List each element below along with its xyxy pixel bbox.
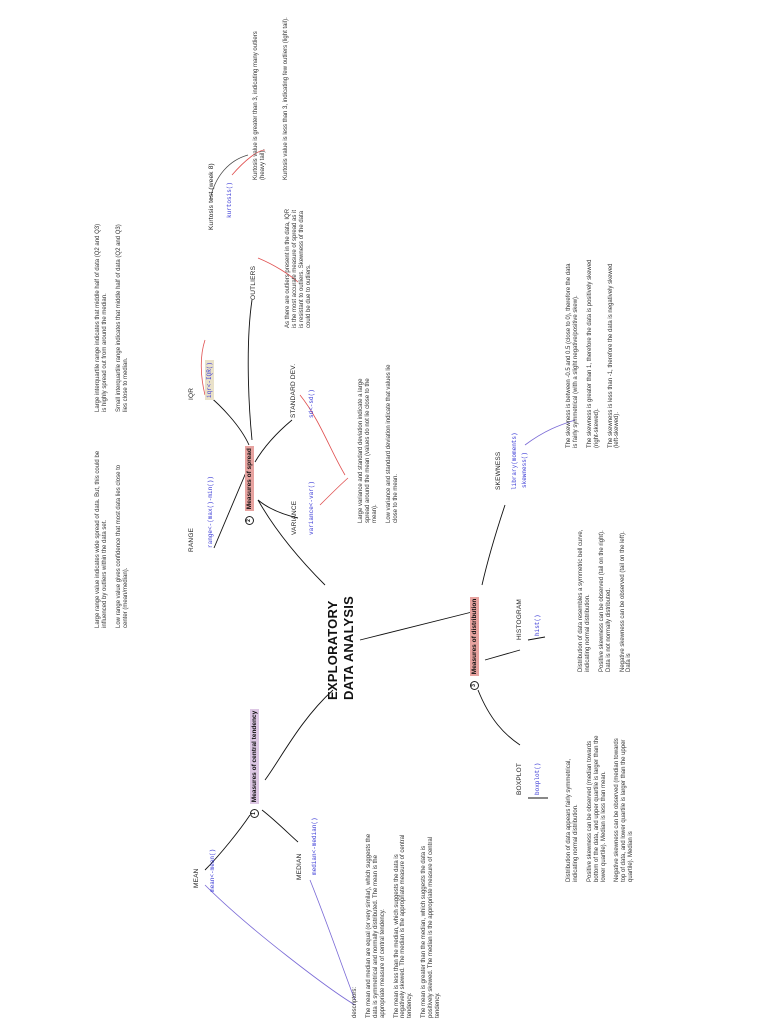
histogram-p3: Negative skewness can be observed (tail on the left). Data is: [619, 531, 633, 672]
iqr-note1: Large interquartile range indicates that middle half of data (Q2 and Q3) is highly spread out from around the median.: [95, 223, 108, 412]
var-sd-note2: Low variance and standard deviation indicate that values lie close to the mean.: [385, 364, 399, 523]
boxplot-label: BOXPLOT: [516, 762, 523, 795]
boxplot-p1: Distribution of data appears fairly symmetrical, indicating normal distribution.: [566, 758, 579, 882]
var-sd-notes: [358, 363, 406, 523]
histogram-p1: Distribution of data resembles a symmetric bell curve, indicating normal distribution.: [578, 529, 591, 672]
kurtosis-test-label: Kurtosis test (week 8): [208, 163, 215, 230]
link-mean-descriptors: [205, 885, 355, 1005]
range-code: range<-(max()-min()): [207, 475, 214, 548]
histogram-p2: Positive skewness can be observed (tail on the right). Data is not normally distributed.: [598, 530, 612, 672]
iqr-notes: [95, 222, 137, 412]
mean-label: MEAN: [193, 868, 200, 888]
sd-label: STANDARD DEV.: [290, 363, 297, 418]
kurtosis-high-note: [253, 18, 274, 180]
boxplot-notes: [566, 732, 642, 882]
histogram-notes: [578, 520, 640, 672]
histogram-label: HISTOGRAM: [516, 598, 523, 640]
link-dist-boxplot: [478, 690, 520, 745]
skewness-p3: The skewness is less than -1, therefore the data is negatively skewed (left-skewed).: [607, 263, 621, 448]
boxplot-p2: Positive skewness can be observed (median towards bottom of the data, and upper quartile is larger than the lower quartile). Median is less than mean.: [586, 735, 607, 882]
boxplot-code: boxplot(): [534, 762, 541, 795]
outliers-label: OUTLIERS: [250, 265, 257, 300]
boxplot-p3: Negative skewness can be observed (median towards top of data, and lower quartile is larger than the upper quartile). Median is: [614, 738, 635, 882]
kurtosis-low-text: Kurtosis value is less than 3, indicating few outliers (light tail).: [283, 17, 289, 180]
sd-code: sd<-sd(): [308, 389, 315, 418]
kurtosis-high-text: Kurtosis value is greater than 3, indicating many outliers (heavy tail).: [253, 31, 266, 180]
section-number-3: 3: [470, 681, 479, 690]
outliers-note-text: As there are outliers present in the data, IQR is the most accurate measure of spread as it is resistant to outliers. Skewness of the data could be due to outliers.: [285, 208, 312, 328]
link-spread-range: [214, 470, 247, 548]
skewness-p2: The skewness is greater than 1, therefore the data is positively skewed (right-skewed).: [586, 259, 600, 448]
descriptors-p3: The mean is greater than the median, which suggests the data is positively skewed. The median is the appropriate measure of central tendency.: [421, 837, 442, 1018]
descriptors-p2: The mean is less than the median, which suggests the data is negatively skewed. The median is the appropriate measure of central tendency.: [393, 834, 414, 1018]
skewness-label: SKEWNESS: [495, 451, 502, 490]
central-tendency-text: Measures of central tendency: [251, 710, 259, 803]
descriptors-heading: descriptors:: [352, 986, 358, 1018]
spread-text: Measures of spread: [246, 448, 254, 510]
kurtosis-code: kurtosis(): [226, 181, 233, 218]
main-title-line1: EXPLORATORY: [325, 600, 340, 700]
iqr-code-text: iqr<-IQR(): [206, 361, 213, 398]
skewness-notes: [566, 258, 628, 448]
variance-label: VARIANCE: [291, 500, 298, 535]
spread-label: [245, 446, 254, 525]
mean-code: mean<-mean(): [209, 848, 216, 892]
link-spread-iqr: [208, 395, 249, 445]
var-sd-note1: Large variance and standard deviation indicate a large spread around the mean (values do not lie close to the mean).: [358, 378, 378, 523]
main-title: [325, 596, 356, 700]
descriptors-block: [352, 830, 449, 1018]
descriptors-p1: The mean and median are equal (or very similar), which suggests the data is symmetrical and normally distributed. The mean is the appropriate measure of central tendency.: [365, 833, 386, 1018]
link-spread-outliers: [248, 300, 252, 440]
skewness-p1: The skewness is between -0.5 and 0.5 (close to 0), therefore the data is fairly symmetrical (with a slight negative/positive skew).: [566, 263, 579, 448]
section-number-1: 1: [250, 809, 259, 818]
distribution-text: Measures of distribution: [471, 598, 479, 675]
skewness-code2: skewness(): [521, 451, 528, 488]
main-title-line2: DATA ANALYSIS: [340, 596, 356, 700]
median-code: median<-median(): [311, 817, 318, 875]
link-sd-note: [300, 395, 345, 475]
iqr-note2: Small interquartile range indicates that middle half of data (Q2 and Q3) lies close to median.: [115, 224, 129, 412]
link-central-median: [262, 810, 298, 842]
link-title-central: [265, 690, 333, 780]
iqr-code: [207, 360, 214, 400]
range-note2: Low range value gives confidence that most data lies close to center (mean/median).: [115, 464, 129, 628]
link-median-descriptors: [310, 880, 355, 1000]
range-note1: Large range value indicates wide spread of data. But, this could be influenced by outliers within the data set.: [95, 450, 108, 628]
link-variance-note: [320, 478, 348, 505]
link-dist-histogram: [485, 650, 520, 660]
range-notes: [95, 448, 137, 628]
distribution-label: [470, 597, 479, 690]
outliers-note: [285, 208, 320, 328]
iqr-label: IQR: [188, 387, 195, 400]
section-number-2: 2: [245, 516, 254, 525]
range-label: RANGE: [188, 527, 195, 552]
variance-code: variance<-var(): [308, 480, 315, 535]
central-tendency-label: [250, 709, 259, 818]
link-title-distribution: [360, 612, 472, 640]
kurtosis-low-note: [283, 15, 297, 180]
skewness-code1: library(moments): [511, 432, 518, 490]
link-dist-skewness: [482, 505, 505, 585]
link-spread-sd: [255, 420, 292, 462]
median-label: MEDIAN: [296, 853, 303, 880]
brace-histogram: [528, 637, 545, 640]
histogram-code: hist(): [534, 614, 541, 636]
